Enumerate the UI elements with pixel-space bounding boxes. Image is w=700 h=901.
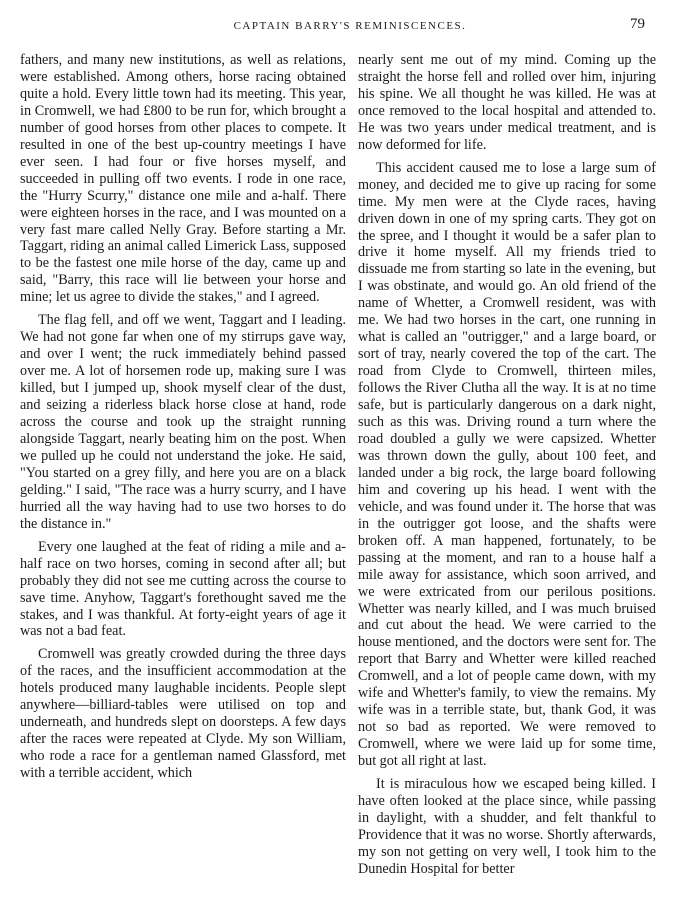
paragraph: nearly sent me out of my mind. Coming up the straight the horse fell and rolled over him, injuring his spine. We all thought he was killed. He was at once removed to the local hospital and attended to. He was two years under medical treatment, and is now deformed for life. xyxy=(358,52,656,153)
paragraph: fathers, and many new institutions, as well as relations, were established. Among others, horse racing obtained quite a hold. Every little town had its meeting. This year, in Cromwell, we had £800 to be run for, which brought a number of good horses from other places to compete. It resulted in one of the best up-country meetings I have ever seen. I had four or five horses myself, and succeeded in pulling off two events. I rode in one race, the "Hurry Scurry," distance one mile and a-half. There were eighteen horses in the race, and I was mounted on a very fast mare called Nelly Gray. Before starting a Mr. Taggart, riding an animal called Limerick Lass, supposed to be the fastest one mile horse of the day, came up and said, "Barry, this race will lie between your horse and mine; let us agree to divide the stakes," and I agreed. xyxy=(20,52,346,306)
left-column xyxy=(20,52,346,788)
paragraph: Cromwell was greatly crowded during the three days of the races, and the insufficient accommodation at the hotels produced many laughable incidents. People slept anywhere—billiard-tables were utilised on top and underneath, and hundreds slept on doorsteps. A few days after the races were repeated at Clyde. My son William, who rode a race for a gentleman named Glassford, met with a terrible accident, which xyxy=(20,646,346,782)
paragraph: The flag fell, and off we went, Taggart and I leading. We had not gone far when one of my stirrups gave way, and over I went; the ruck immediately behind passed over me. A lot of horsemen rode up, making sure I was killed, but I jumped up, shook myself clear of the dust, and seizing a riderless black horse close at hand, rode across the course and took up the straight running alongside Taggart, nearly beating him on the post. When we pulled up he could not understand the joke. He said, "You started on a grey filly, and here you are on a black gelding." I said, "The race was a hurry scurry, and I have hurried all the way having had to use two horses to do the distance in." xyxy=(20,312,346,532)
running-title: CAPTAIN BARRY'S REMINISCENCES. xyxy=(233,20,467,32)
page-number: 79 xyxy=(630,16,645,32)
paragraph: It is miraculous how we escaped being killed. I have often looked at the place since, while passing in daylight, with a shudder, and felt thankful to Providence that it was no worse. Shortly afterwards, my son not getting on very well, I took him to the Dunedin Hospital for better xyxy=(358,776,656,877)
paragraph: This accident caused me to lose a large sum of money, and decided me to give up racing for some time. My men were at the Clyde races, having driven down in one of my spring carts. They got on the spree, and I thought it would be a safer plan to drive it home myself. All my friends tried to dissuade me from starting so late in the evening, but I was obstinate, and would go. An old friend of the name of Whetter, a Cromwell resident, was with me. We had two horses in the cart, one running in what is called an "outrigger," and a large board, or sort of tray, nearly covered the top of the cart. The road from Clyde to Cromwell, thirteen miles, follows the River Clutha all the way. It is at no time safe, but is particularly dangerous on a dark night, such as this was. Driving round a turn where the road doubled a gully we were capsized. Whetter was thrown down the gully, about 100 feet, and landed under a big rock, the large board following him and covering up his head. I went with the vehicle, and was found under it. The horse that was in the outrigger got loose, and the shafts were broken off. A man happened, fortunately, to be passing at the moment, and ran to a house half a mile away for assistance, which soon arrived, and we were extricated from our perilous positions. Whetter was nearly killed, and I was much bruised and cut about the head. We were carried to the house mentioned, and the doctors were sent for. The report that Barry and Whetter were killed reached Cromwell, and a lot of people came down, with my wife and Whetter's family, to view the remains. My wife was in a terrible state, but, thank God, it was not so bad as reported. We were removed to Cromwell, where we were laid up for some time, but got all right at last. xyxy=(358,159,656,770)
right-column xyxy=(358,52,656,884)
paragraph: Every one laughed at the feat of riding a mile and a-half race on two horses, coming in second after all; but probably they did not see me cutting across the course to save time. Anyhow, Taggart's forethought saved me the stakes, and I was thankful. At forty-eight years of age it was not a bad feat. xyxy=(20,538,346,640)
page-header xyxy=(0,16,700,40)
